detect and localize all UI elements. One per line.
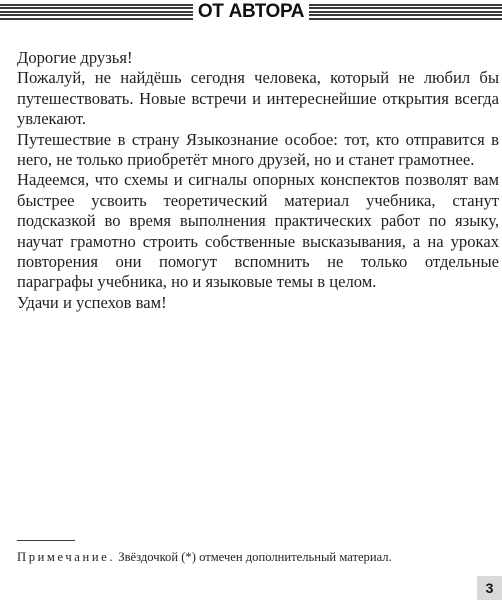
paragraph-country: Путешествие в страну Языкознание особое: тот, кто отправится в него, не только приобретёт много друзей, но и станет грамотнее.	[17, 129, 499, 170]
section-header	[0, 0, 502, 26]
section-title: ОТ АВТОРА	[197, 1, 305, 22]
paragraph-travel: Пожалуй, не найдёшь сегодня человека, который не любил бы путешествовать. Новые встречи и интереснейшие открытия всегда увлекают.	[17, 68, 499, 129]
footnote-text: Звёздочкой (*) отмечен дополнительный материал.	[115, 550, 392, 564]
header-rule-left	[0, 4, 193, 20]
footnote	[17, 549, 487, 565]
footnote-label: Примечание.	[17, 550, 116, 564]
author-address	[17, 48, 499, 313]
footnote-divider	[17, 540, 75, 541]
paragraph-hope: Надеемся, что схемы и сигналы опорных конспектов позволят вам быстрее усвоить теоретический материал учебника, станут подсказкой во время выполнения практических работ по языку, научат грамотно строить собственные высказывания, а на уроках повторения они помогут вспомнить не только отдельные параграфы учебника, но и языковые темы в целом.	[17, 170, 499, 292]
header-rule-right	[309, 4, 502, 20]
farewell-paragraph: Удачи и успехов вам!	[17, 292, 167, 312]
page-number: 3	[477, 576, 502, 600]
greeting-paragraph: Дорогие друзья!	[17, 48, 133, 67]
